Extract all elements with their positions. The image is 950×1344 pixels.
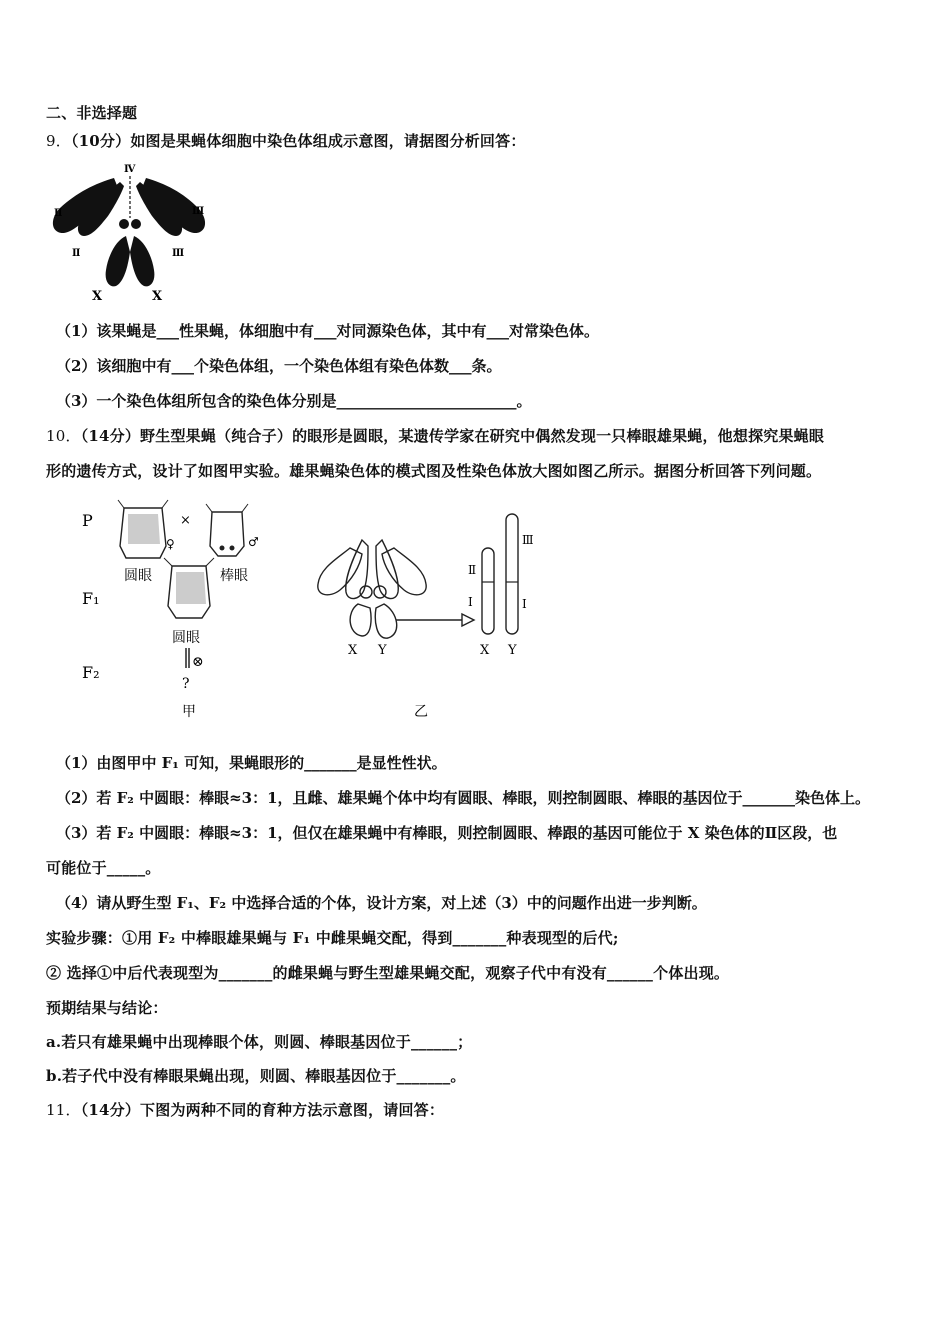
chromosome-iv-a — [360, 586, 372, 598]
chromosome-x-left — [106, 236, 130, 286]
caption-yi: 乙 — [414, 704, 428, 720]
question-10-stem-line2: 形的遗传方式，设计了如图甲实验。雄果蝇染色体的模式图及性染色体放大图如图乙所示。据图分析回答下列问题。 — [46, 462, 822, 480]
label-iii-inner: Ⅲ — [172, 248, 185, 259]
p-male-fly — [206, 504, 248, 556]
caption-jia: 甲 — [182, 704, 196, 720]
label-p: P — [82, 511, 93, 530]
label-y-big: Y — [508, 643, 517, 658]
enlarged-y-chromosome — [506, 514, 518, 634]
question-10-stem-line1 — [46, 425, 824, 446]
male-symbol: ♂ — [248, 535, 259, 549]
experiment-step-1: 实验步骤：①用 F₂ 中棒眼雄果蝇与 F₁ 中雌果蝇交配，得到_______种表现型的后代; — [46, 929, 619, 947]
enlarged-x-chromosome — [482, 548, 494, 634]
female-symbol: ♀ — [166, 537, 175, 551]
label-ii-left: Ⅱ — [54, 208, 63, 219]
cross-symbol: × — [180, 513, 191, 528]
label-f2: F₂ — [82, 663, 100, 682]
label-bar-eye: 棒眼 — [220, 568, 248, 584]
question-11-number: 11． — [46, 1101, 81, 1119]
question-10-sub2: （2）若 F₂ 中圆眼：棒眼≈3：1，且雌、雄果蝇个体中均有圆眼、棒眼，则控制圆眼、棒眼的基因位于_______染色体上。 — [56, 789, 871, 807]
label-iv: Ⅳ — [124, 164, 136, 175]
question-9-number: 9． — [46, 132, 71, 150]
label-f1: F₁ — [82, 589, 100, 608]
label-iii-right: Ⅲ — [192, 206, 205, 217]
question-10-sub1: （1）由图甲中 F₁ 可知，果蝇眼形的_______是显性性状。 — [56, 754, 447, 772]
question-10-text-1: （14分）野生型果蝇（纯合子）的眼形是圆眼，某遗传学家在研究中偶然发现一只棒眼雄果蝇，他想探究果蝇眼 — [80, 427, 825, 445]
label-region-iii: Ⅲ — [522, 533, 534, 547]
label-region-ii: Ⅱ — [468, 563, 477, 577]
label-x1: X — [92, 289, 103, 304]
p-female-fly — [118, 500, 168, 558]
label-f1-round-eye: 圆眼 — [172, 630, 200, 646]
chromosome-y-small — [375, 604, 396, 638]
label-y-small: Y — [378, 643, 387, 658]
question-10-number: 10． — [46, 427, 81, 445]
label-question: ? — [182, 676, 190, 692]
question-10-sub4: （4）请从野生型 F₁、F₂ 中选择合适的个体，设计方案，对上述（3）中的问题作出进一步判断。 — [56, 894, 707, 912]
question-9-sub1: （1）该果蝇是___性果蝇，体细胞中有___对同源染色体，其中有___对常染色体。 — [56, 322, 599, 340]
chromosome-iv-b — [131, 219, 141, 229]
chromosome-x-small — [350, 604, 371, 636]
experiment-step-2: ② 选择①中后代表现型为_______的雌果蝇与野生型雄果蝇交配，观察子代中有没有______个体出现。 — [46, 964, 730, 982]
section-title: 二、非选择题 — [46, 104, 138, 122]
label-ii-inner: Ⅱ — [72, 248, 81, 259]
result-b: b.若子代中没有棒眼果蝇出现，则圆、棒眼基因位于_______。 — [46, 1067, 466, 1085]
expected-results-title: 预期结果与结论： — [46, 999, 168, 1017]
label-region-i-left: Ⅰ — [468, 595, 473, 609]
label-x-small: X — [348, 643, 358, 658]
question-9-sub3: （3）一个染色体组所包含的染色体分别是________________________。 — [56, 392, 532, 410]
chromosome-x-right — [130, 236, 154, 286]
question-11-text: （14分）下图为两种不同的育种方法示意图，请回答： — [80, 1101, 445, 1119]
figure-jia-cross-diagram — [76, 496, 276, 722]
label-x-big: X — [480, 643, 490, 658]
result-a: a.若只有雄果蝇中出现棒眼个体，则圆、棒眼基因位于______； — [46, 1033, 473, 1051]
question-11-stem — [46, 1099, 444, 1120]
label-x2: X — [152, 289, 163, 304]
question-10-sub3-line2: 可能位于_____。 — [46, 859, 161, 877]
question-9-stem — [46, 130, 526, 151]
label-round-eye: 圆眼 — [124, 568, 152, 584]
figure-yi-chromosome-diagram — [310, 508, 550, 722]
fruit-fly-chromosome-figure — [46, 158, 216, 306]
question-9-text: （10分）如图是果蝇体细胞中染色体组成示意图，请据图分析回答： — [70, 132, 526, 150]
selfing-symbol: ⊗ — [192, 654, 204, 670]
f1-fly — [164, 558, 214, 618]
label-region-i-right: Ⅰ — [522, 597, 527, 611]
question-10-sub3-line1: （3）若 F₂ 中圆眼：棒眼≈3：1，但仅在雄果蝇中有棒眼，则控制圆眼、棒跟的基因可能位于 X 染色体的Ⅱ区段，也 — [56, 824, 838, 842]
question-9-sub2: （2）该细胞中有___个染色体组，一个染色体组有染色体数___条。 — [56, 357, 502, 375]
chromosome-iv-a — [119, 219, 129, 229]
